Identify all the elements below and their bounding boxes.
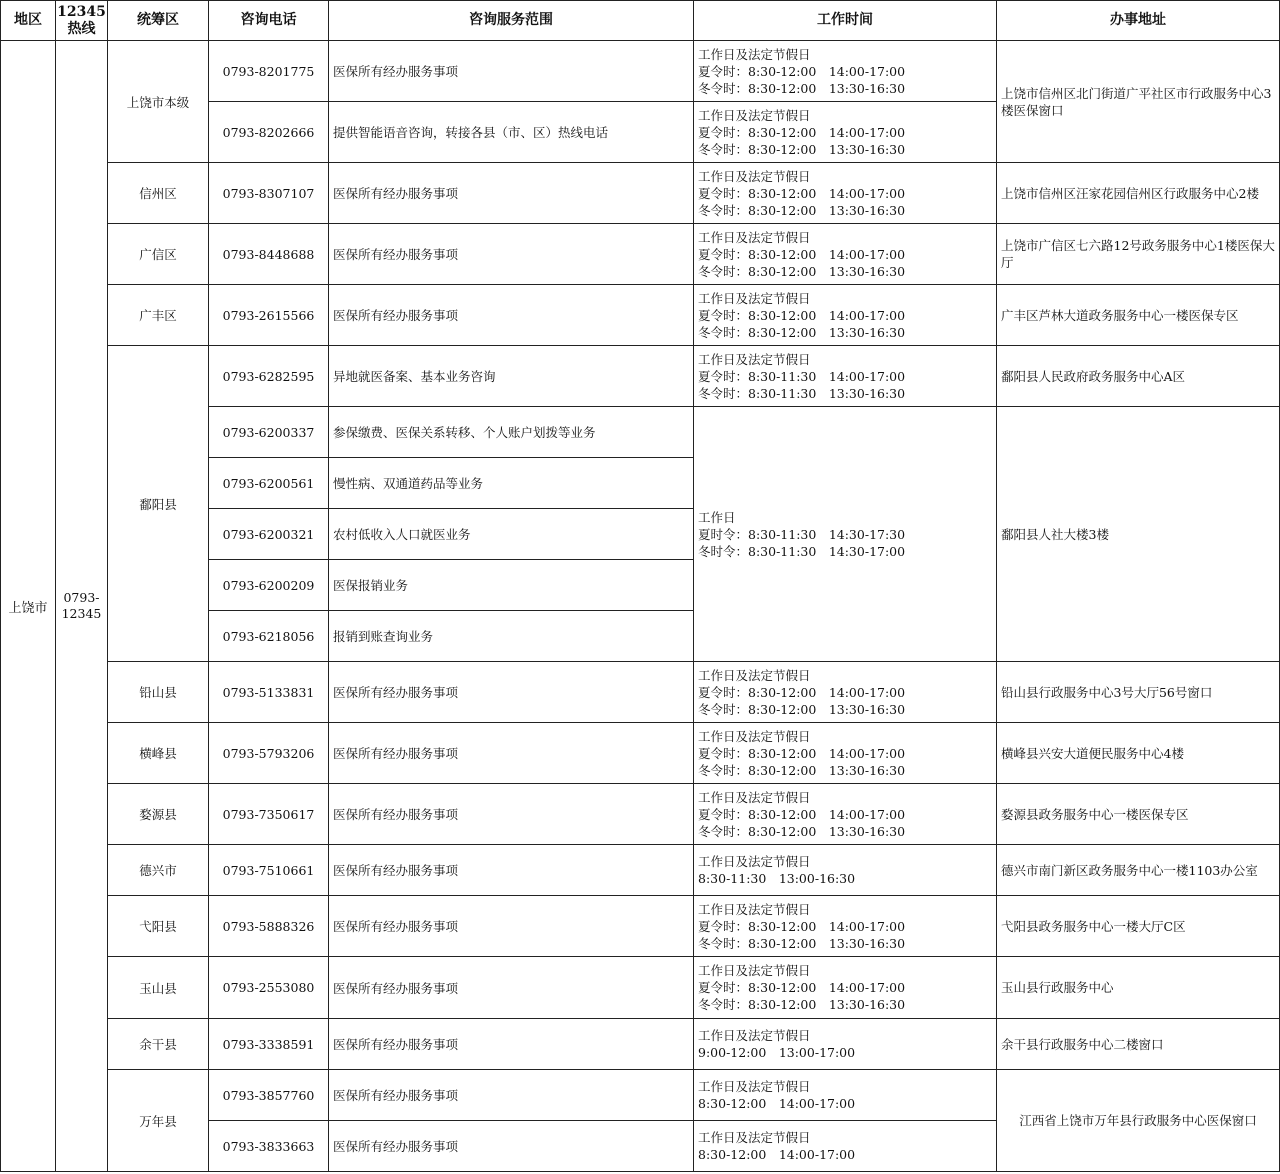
work-hours-line: 工作日及法定节假日 [698, 168, 811, 184]
work-hours-line: 夏令时：8:30-12:00 14:00-17:00 [698, 745, 906, 761]
work-hours-line: 工作日及法定节假日 [698, 1130, 811, 1145]
table-row [1, 224, 1280, 285]
work-hours-line: 夏令时：8:30-12:00 14:00-17:00 [698, 63, 906, 79]
phone-cell: 0793-5133831 [209, 662, 329, 723]
work-hours-line: 夏令时：8:30-12:00 14:00-17:00 [698, 684, 906, 700]
work-hours-line: 8:30-12:00 14:00-17:00 [698, 1096, 856, 1111]
work-hours-line: 冬令时：8:30-12:00 13:30-16:30 [698, 935, 906, 951]
work-hours-line: 夏令时：8:30-12:00 14:00-17:00 [698, 246, 906, 262]
district-name-cell: 信州区 [108, 163, 209, 224]
work-hours-line: 9:00-12:00 13:00-17:00 [698, 1045, 856, 1060]
phone-cell: 0793-3833663 [209, 1121, 329, 1172]
work-hours-cell [694, 224, 997, 285]
address-cell: 上饶市信州区汪家花园信州区行政服务中心2楼 [997, 163, 1280, 224]
table-row [1, 723, 1280, 784]
header-scope: 咨询服务范围 [329, 1, 694, 41]
phone-cell: 0793-6282595 [209, 346, 329, 407]
work-hours-cell [694, 407, 997, 662]
district-name-cell: 铅山县 [108, 662, 209, 723]
table-row [1, 41, 1280, 102]
work-hours-line: 冬令时：8:30-12:00 13:30-16:30 [698, 701, 906, 717]
work-hours-line: 冬令时：8:30-12:00 13:30-16:30 [698, 80, 906, 96]
region-cell: 上饶市 [1, 41, 56, 1172]
address-cell: 玉山县行政服务中心 [997, 957, 1280, 1019]
work-hours-line: 夏令时：8:30-12:00 14:00-17:00 [698, 918, 906, 934]
work-hours-line: 夏令时：8:30-12:00 14:00-17:00 [698, 980, 906, 995]
work-hours-cell [694, 1019, 997, 1070]
work-hours-cell [694, 102, 997, 163]
work-hours-line: 工作日及法定节假日 [698, 107, 811, 123]
phone-cell: 0793-2615566 [209, 285, 329, 346]
work-hours-line: 冬令时：8:30-12:00 13:30-16:30 [698, 324, 906, 340]
address-cell: 上饶市信州区北门街道广平社区市行政服务中心3楼医保窗口 [997, 41, 1280, 163]
work-hours-line: 冬令时：8:30-12:00 13:30-16:30 [698, 997, 906, 1012]
service-scope-cell: 异地就医备案、基本业务咨询 [329, 346, 694, 407]
work-hours-cell [694, 1121, 997, 1172]
service-scope-cell: 农村低收入人口就医业务 [329, 509, 694, 560]
work-hours-cell [694, 896, 997, 957]
work-hours-line: 8:30-11:30 13:00-16:30 [698, 871, 856, 886]
table-row [1, 662, 1280, 723]
service-scope-cell: 医保所有经办服务事项 [329, 285, 694, 346]
hotline-cell: 0793- 12345 [56, 41, 108, 1172]
address-cell: 横峰县兴安大道便民服务中心4楼 [997, 723, 1280, 784]
table-row [1, 896, 1280, 957]
phone-cell: 0793-3857760 [209, 1070, 329, 1121]
service-scope-cell: 报销到账查询业务 [329, 611, 694, 662]
header-row [1, 1, 1280, 41]
district-name-cell: 弋阳县 [108, 896, 209, 957]
table-row [1, 1019, 1280, 1070]
phone-cell: 0793-6200337 [209, 407, 329, 458]
work-hours-cell [694, 723, 997, 784]
work-hours-line: 冬令时：8:30-11:30 13:30-16:30 [698, 385, 906, 401]
work-hours-line: 冬时令：8:30-11:30 14:30-17:00 [698, 543, 906, 559]
address-cell: 余干县行政服务中心二楼窗口 [997, 1019, 1280, 1070]
service-scope-cell: 医保所有经办服务事项 [329, 784, 694, 845]
address-cell: 铅山县行政服务中心3号大厅56号窗口 [997, 662, 1280, 723]
table-row [1, 845, 1280, 896]
address-cell: 江西省上饶市万年县行政服务中心医保窗口 [997, 1070, 1280, 1172]
table-row [1, 957, 1280, 1019]
service-scope-cell: 医保所有经办服务事项 [329, 896, 694, 957]
phone-cell: 0793-6200209 [209, 560, 329, 611]
phone-cell: 0793-8448688 [209, 224, 329, 285]
district-name-cell: 玉山县 [108, 957, 209, 1019]
work-hours-line: 8:30-12:00 14:00-17:00 [698, 1147, 856, 1162]
work-hours-line: 夏令时：8:30-12:00 14:00-17:00 [698, 806, 906, 822]
work-hours-line: 夏令时：8:30-12:00 14:00-17:00 [698, 185, 906, 201]
work-hours-line: 冬令时：8:30-12:00 13:30-16:30 [698, 141, 906, 157]
service-scope-cell: 医保所有经办服务事项 [329, 1019, 694, 1070]
work-hours-line: 夏时令：8:30-11:30 14:30-17:30 [698, 526, 906, 542]
address-cell: 德兴市南门新区政务服务中心一楼1103办公室 [997, 845, 1280, 896]
phone-cell: 0793-6200321 [209, 509, 329, 560]
work-hours-cell [694, 845, 997, 896]
header-hours: 工作时间 [694, 1, 997, 41]
address-cell: 鄱阳县人民政府政务服务中心A区 [997, 346, 1280, 407]
work-hours-line: 工作日及法定节假日 [698, 728, 811, 744]
service-scope-cell: 医保所有经办服务事项 [329, 163, 694, 224]
phone-cell: 0793-6218056 [209, 611, 329, 662]
phone-cell: 0793-6200561 [209, 458, 329, 509]
work-hours-line: 夏令时：8:30-12:00 14:00-17:00 [698, 124, 906, 140]
work-hours-line: 工作日及法定节假日 [698, 963, 811, 978]
work-hours-cell [694, 285, 997, 346]
table-body [1, 41, 1280, 1172]
work-hours-line: 工作日及法定节假日 [698, 1079, 811, 1094]
service-scope-cell: 医保所有经办服务事项 [329, 662, 694, 723]
table-row [1, 285, 1280, 346]
service-scope-cell: 医保所有经办服务事项 [329, 1070, 694, 1121]
district-name-cell: 上饶市本级 [108, 41, 209, 163]
work-hours-line: 夏令时：8:30-11:30 14:00-17:00 [698, 368, 906, 384]
district-name-cell: 余干县 [108, 1019, 209, 1070]
service-scope-cell: 医保所有经办服务事项 [329, 41, 694, 102]
district-name-cell: 万年县 [108, 1070, 209, 1172]
district-name-cell: 德兴市 [108, 845, 209, 896]
table-row [1, 346, 1280, 407]
phone-cell: 0793-3338591 [209, 1019, 329, 1070]
phone-cell: 0793-7350617 [209, 784, 329, 845]
work-hours-line: 冬令时：8:30-12:00 13:30-16:30 [698, 263, 906, 279]
district-name-cell: 广丰区 [108, 285, 209, 346]
district-name-cell: 鄱阳县 [108, 346, 209, 662]
work-hours-cell [694, 662, 997, 723]
work-hours-line: 工作日及法定节假日 [698, 901, 811, 917]
address-cell: 鄱阳县人社大楼3楼 [997, 407, 1280, 662]
work-hours-line: 工作日 [698, 509, 736, 525]
header-address: 办事地址 [997, 1, 1280, 41]
work-hours-cell [694, 1070, 997, 1121]
address-cell: 婺源县政务服务中心一楼医保专区 [997, 784, 1280, 845]
address-cell: 广丰区芦林大道政务服务中心一楼医保专区 [997, 285, 1280, 346]
service-scope-cell: 参保缴费、医保关系转移、个人账户划拨等业务 [329, 407, 694, 458]
service-scope-cell: 医保所有经办服务事项 [329, 723, 694, 784]
header-hotline: 12345 热线 [56, 1, 108, 41]
work-hours-line: 工作日及法定节假日 [698, 46, 811, 62]
service-scope-cell: 慢性病、双通道药品等业务 [329, 458, 694, 509]
phone-cell: 0793-8307107 [209, 163, 329, 224]
header-phone: 咨询电话 [209, 1, 329, 41]
work-hours-line: 冬令时：8:30-12:00 13:30-16:30 [698, 823, 906, 839]
header-region: 地区 [1, 1, 56, 41]
work-hours-line: 工作日及法定节假日 [698, 667, 811, 683]
service-scope-cell: 医保所有经办服务事项 [329, 224, 694, 285]
work-hours-line: 冬令时：8:30-12:00 13:30-16:30 [698, 202, 906, 218]
work-hours-line: 工作日及法定节假日 [698, 854, 811, 869]
phone-cell: 0793-2553080 [209, 957, 329, 1019]
district-name-cell: 横峰县 [108, 723, 209, 784]
phone-cell: 0793-5793206 [209, 723, 329, 784]
header-district: 统筹区 [108, 1, 209, 41]
work-hours-line: 工作日及法定节假日 [698, 789, 811, 805]
service-scope-cell: 医保报销业务 [329, 560, 694, 611]
phone-cell: 0793-7510661 [209, 845, 329, 896]
district-name-cell: 广信区 [108, 224, 209, 285]
phone-cell: 0793-8202666 [209, 102, 329, 163]
work-hours-line: 冬令时：8:30-12:00 13:30-16:30 [698, 762, 906, 778]
work-hours-line: 工作日及法定节假日 [698, 229, 811, 245]
address-cell: 上饶市广信区七六路12号政务服务中心1楼医保大厅 [997, 224, 1280, 285]
work-hours-line: 工作日及法定节假日 [698, 1028, 811, 1043]
work-hours-line: 夏令时：8:30-12:00 14:00-17:00 [698, 307, 906, 323]
table-row [1, 1070, 1280, 1121]
work-hours-cell [694, 784, 997, 845]
work-hours-line: 工作日及法定节假日 [698, 351, 811, 367]
table-row [1, 163, 1280, 224]
phone-cell: 0793-5888326 [209, 896, 329, 957]
district-name-cell: 婺源县 [108, 784, 209, 845]
work-hours-line: 工作日及法定节假日 [698, 290, 811, 306]
work-hours-cell [694, 957, 997, 1019]
table-row [1, 784, 1280, 845]
work-hours-cell [694, 163, 997, 224]
work-hours-cell [694, 346, 997, 407]
service-scope-cell: 医保所有经办服务事项 [329, 1121, 694, 1172]
service-scope-cell: 医保所有经办服务事项 [329, 845, 694, 896]
phone-cell: 0793-8201775 [209, 41, 329, 102]
address-cell: 弋阳县政务服务中心一楼大厅C区 [997, 896, 1280, 957]
service-scope-cell: 医保所有经办服务事项 [329, 957, 694, 1019]
work-hours-cell [694, 41, 997, 102]
service-scope-cell: 提供智能语音咨询，转接各县（市、区）热线电话 [329, 102, 694, 163]
